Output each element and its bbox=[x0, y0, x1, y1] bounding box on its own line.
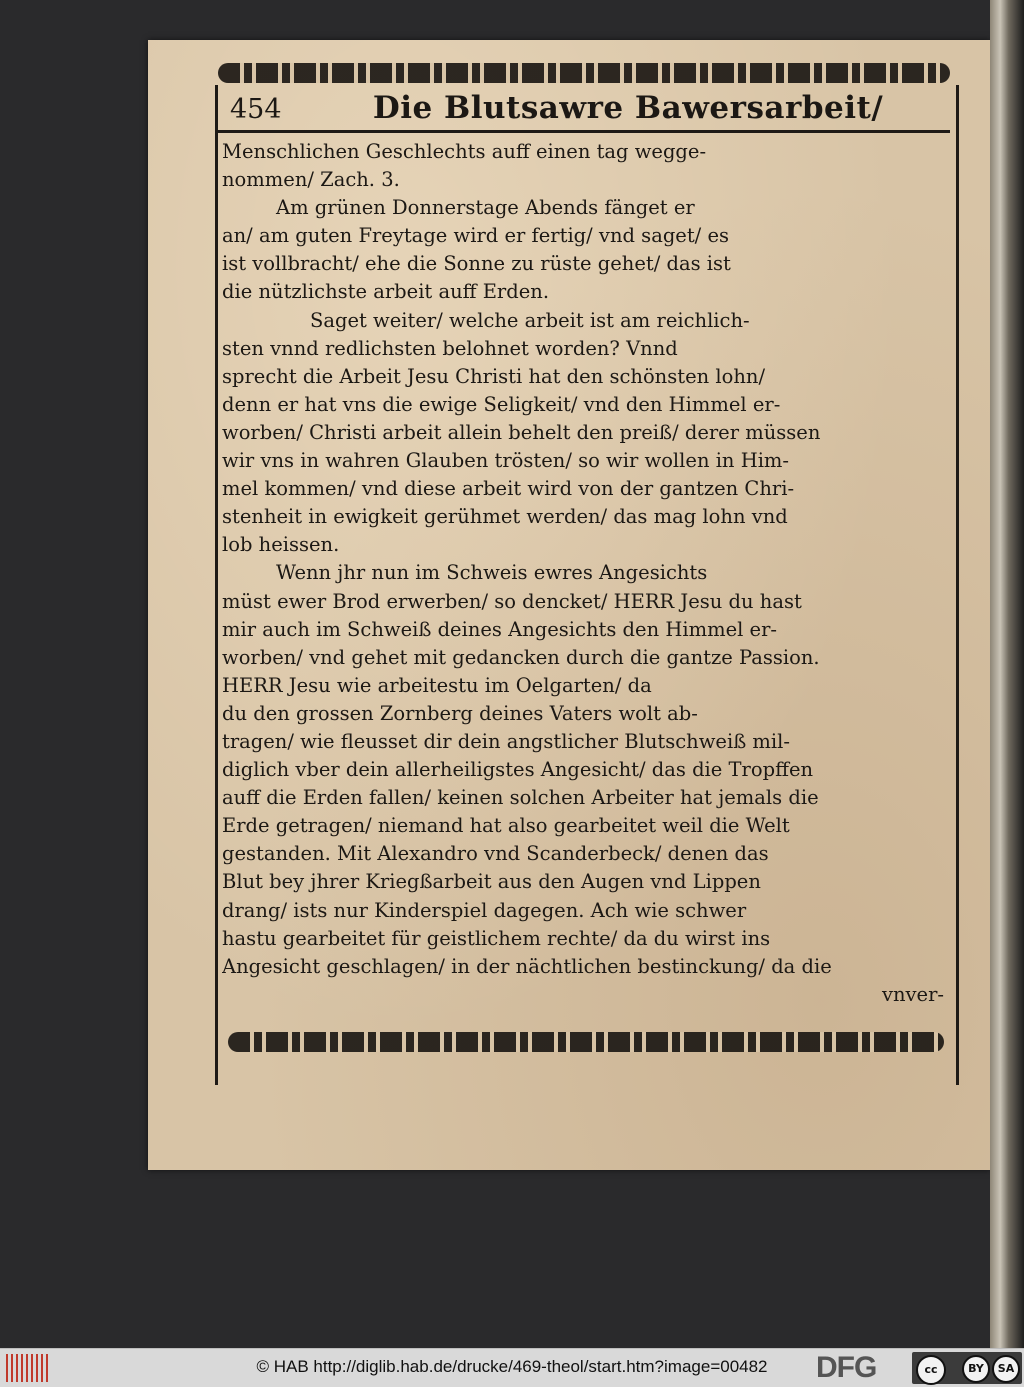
text-line: sten vnnd redlichsten belohnet worden? Vnnd bbox=[222, 336, 678, 360]
text-line: worben/ Christi arbeit allein behelt den preiß/ derer müssen bbox=[222, 420, 821, 444]
text-line: nommen/ Zach. 3. bbox=[222, 168, 400, 192]
text-line: du den grossen Zornberg deines Vaters wolt ab- bbox=[222, 701, 698, 725]
running-head: Die Blutsawre Bawersarbeit/ bbox=[372, 90, 884, 126]
text-line: müst ewer Brod erwerben/ so dencket/ HERR Jesu du hast bbox=[222, 589, 802, 613]
footer-bar bbox=[0, 1348, 1024, 1387]
catchword: vnver- bbox=[881, 982, 944, 1006]
text-line: drang/ ists nur Kinderspiel dagegen. Ach wie schwer bbox=[222, 898, 747, 922]
text-line: wir vns in wahren Glauben trösten/ so wir wollen in Him- bbox=[222, 449, 790, 473]
text-line: mir auch im Schweiß deines Angesichts den Himmel er- bbox=[222, 617, 777, 641]
text-line: diglich vber dein allerheiligstes Angesicht/ das die Tropffen bbox=[222, 758, 814, 782]
page-header bbox=[218, 88, 950, 133]
text-line: worben/ vnd gehet mit gedancken durch die gantze Passion. bbox=[222, 645, 820, 669]
text-line: Angesicht geschlagen/ in der nächtlichen bestinckung/ da die bbox=[222, 954, 832, 978]
top-ornament-band bbox=[218, 63, 950, 83]
body-text bbox=[222, 138, 948, 1009]
text-line: sprecht die Arbeit Jesu Christi hat den schönsten lohn/ bbox=[222, 364, 766, 388]
page-number: 454 bbox=[230, 94, 282, 125]
text-line: HERR Jesu wie arbeitestu im Oelgarten/ da bbox=[222, 673, 652, 697]
text-line: Wenn jhr nun im Schweis ewres Angesichts bbox=[276, 561, 708, 585]
text-line: ist vollbracht/ ehe die Sonne zu rüste gehet/ das ist bbox=[222, 252, 731, 276]
text-line: Saget weiter/ welche arbeit ist am reichlich- bbox=[310, 308, 750, 332]
by-icon: BY bbox=[962, 1355, 990, 1383]
copyright-link[interactable]: © HAB http://diglib.hab.de/drucke/469-theol/start.htm?image=00482 bbox=[256, 1357, 768, 1376]
text-line: auff die Erden fallen/ keinen solchen Arbeiter hat jemals die bbox=[222, 786, 819, 810]
text-line: die nützlichste arbeit auff Erden. bbox=[222, 280, 550, 304]
text-line: mel kommen/ vnd diese arbeit wird von der gantzen Chri- bbox=[222, 477, 795, 501]
text-line: lob heissen. bbox=[222, 533, 340, 557]
text-line: Menschlichen Geschlechts auff einen tag wegge- bbox=[222, 140, 707, 163]
text-line: gestanden. Mit Alexandro vnd Scanderbeck/ denen das bbox=[222, 842, 769, 866]
text-line: stenheit in ewigkeit gerühmet werden/ das mag lohn vnd bbox=[222, 505, 788, 529]
text-line: tragen/ wie fleusset dir dein angstlicher Blutschweiß mil- bbox=[222, 729, 790, 753]
text-line: an/ am guten Freytage wird er fertig/ vnd saget/ es bbox=[222, 224, 729, 248]
text-line: denn er hat vns die ewige Seligkeit/ vnd den Himmel er- bbox=[222, 392, 781, 416]
dfg-logo: DFG bbox=[816, 1351, 877, 1384]
text-line: hastu gearbeitet für geistlichem rechte/ da du wirst ins bbox=[222, 926, 771, 950]
adjacent-page-edge bbox=[990, 0, 1024, 1348]
text-line: Erde getragen/ niemand hat also gearbeitet weil die Welt bbox=[222, 814, 790, 838]
text-line: Blut bey jhrer Kriegßarbeit aus den Augen vnd Lippen bbox=[222, 870, 761, 894]
text-line: Am grünen Donnerstage Abends fänget er bbox=[276, 196, 695, 220]
bottom-ornament-band bbox=[228, 1032, 944, 1052]
cc-license-badge[interactable] bbox=[912, 1352, 1022, 1384]
sa-icon: SA bbox=[992, 1355, 1020, 1383]
cc-icon: cc bbox=[916, 1355, 946, 1385]
